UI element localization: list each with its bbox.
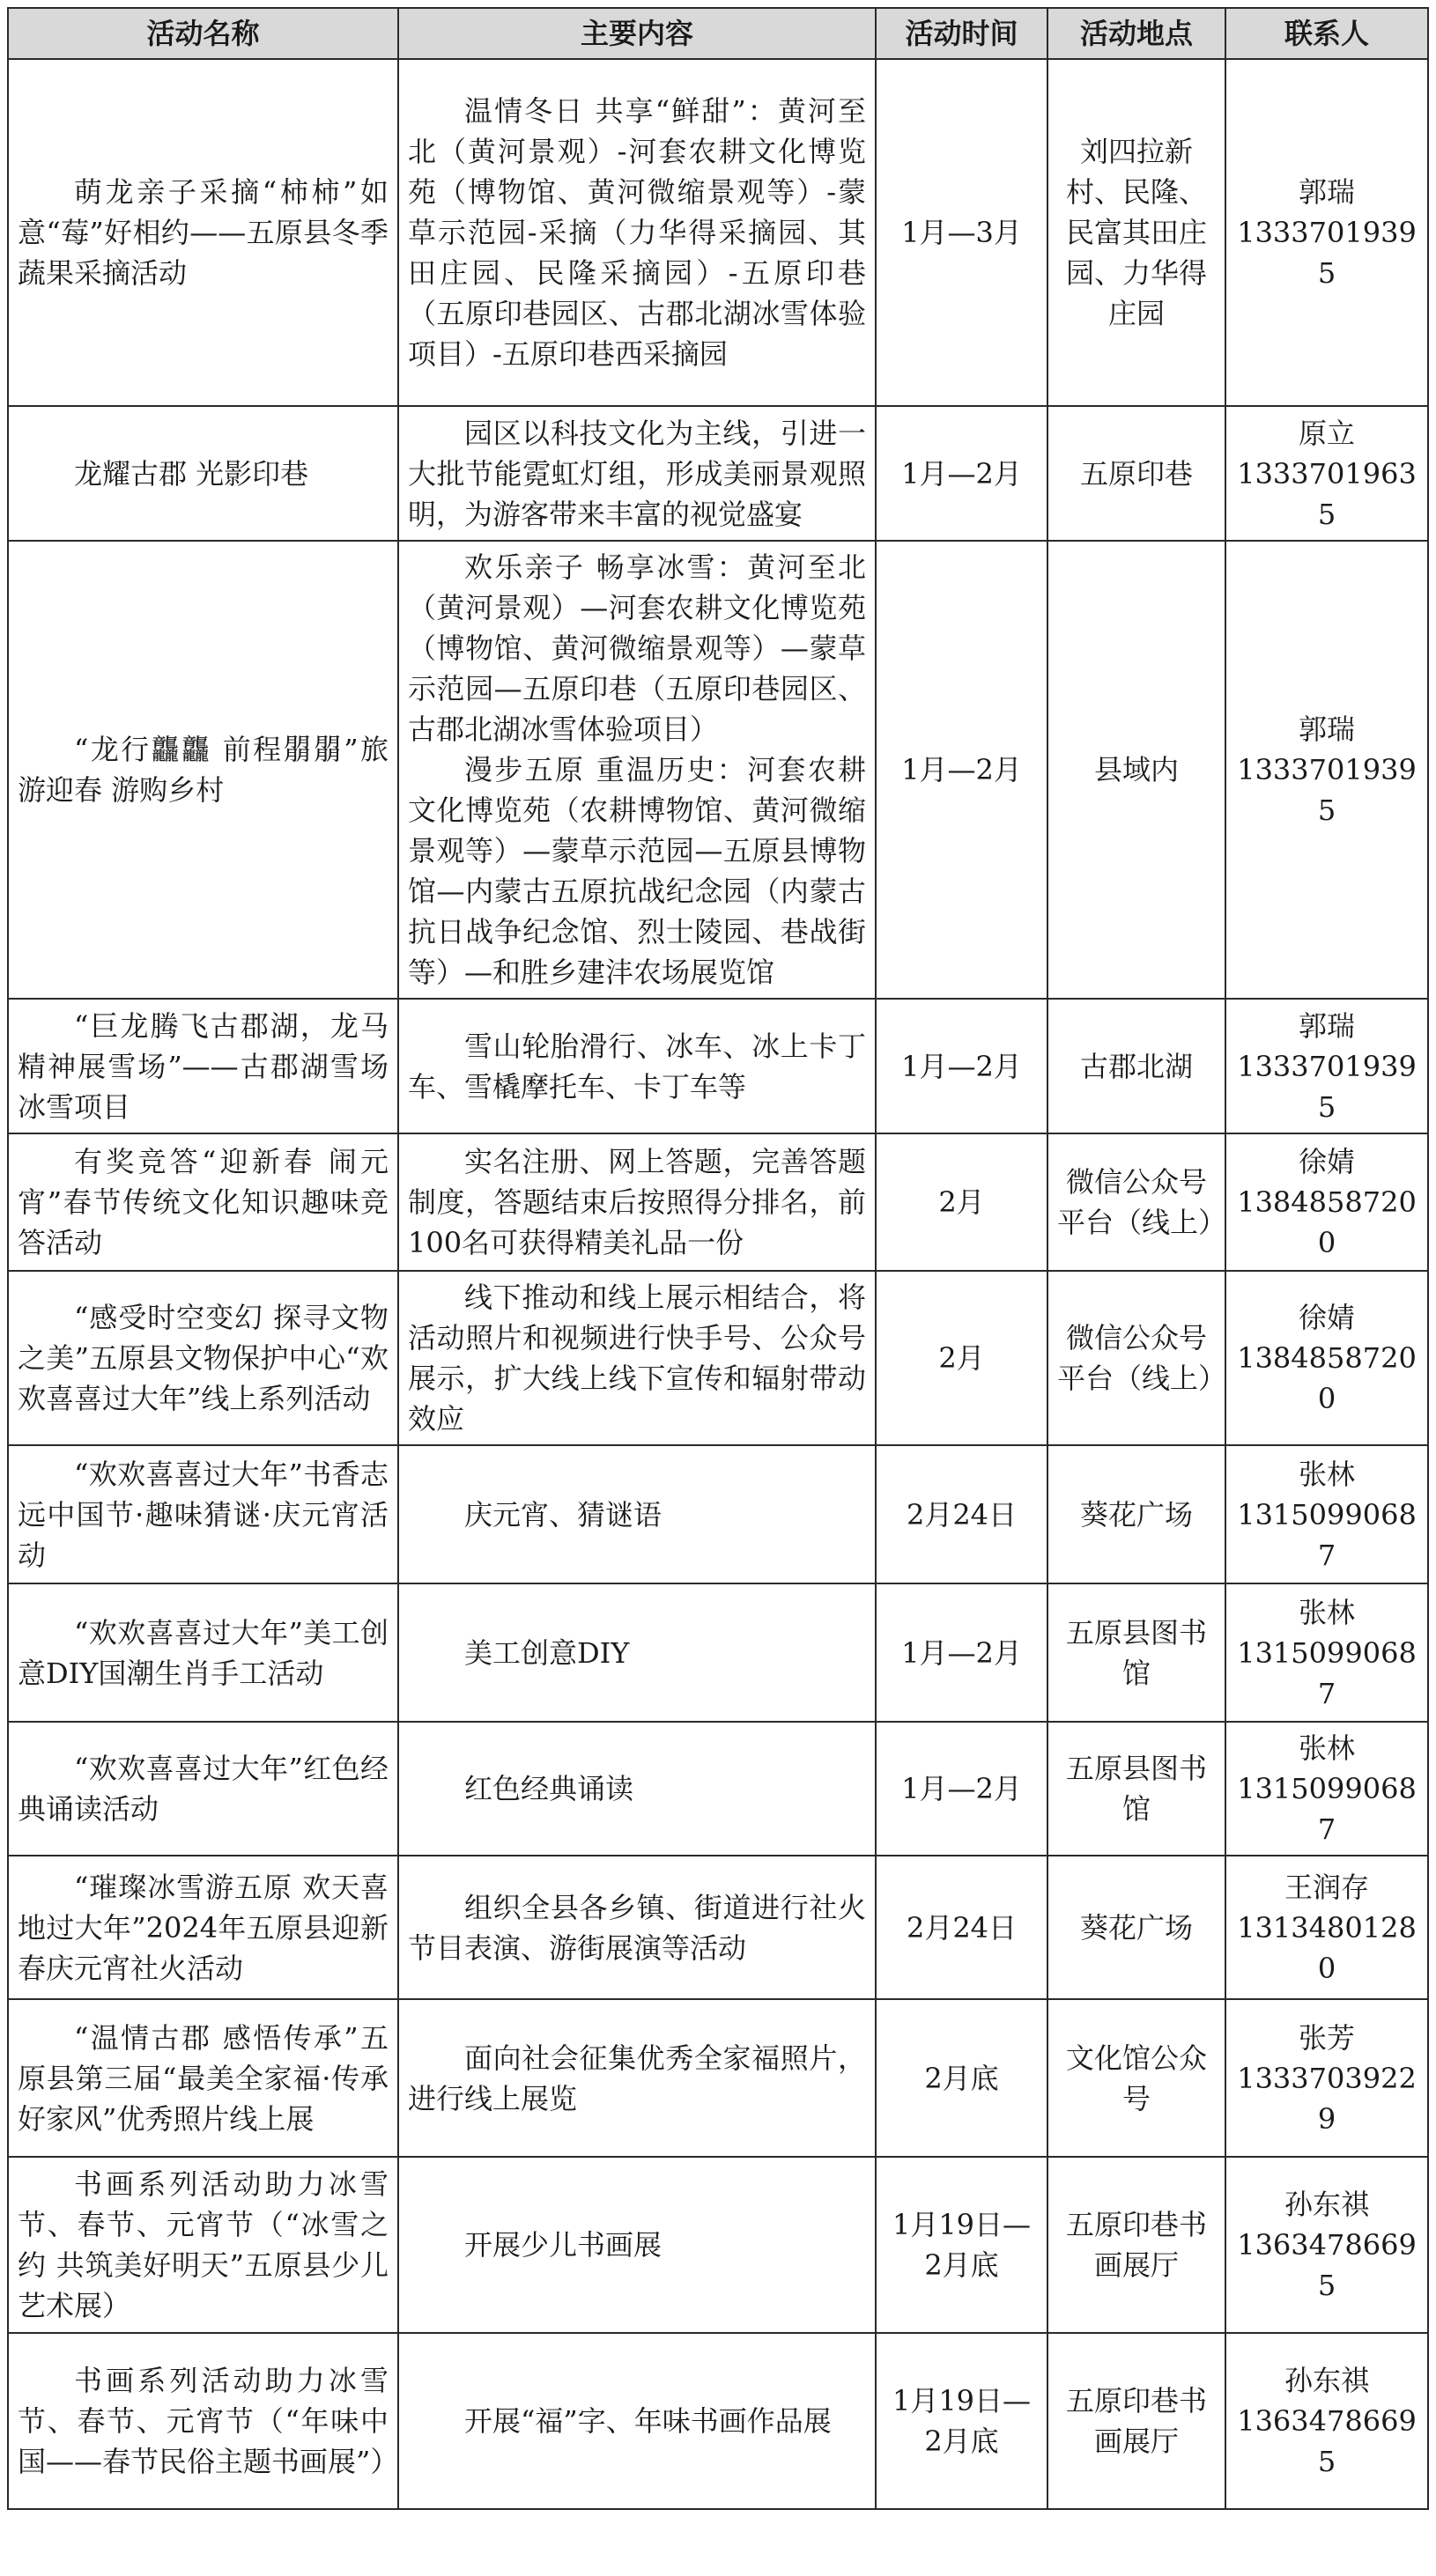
contact-phone: 13634786695	[1237, 2228, 1417, 2302]
contact-person-name: 孙东祺	[1284, 2364, 1369, 2397]
activity-name-cell	[8, 406, 398, 541]
activity-time: 1月—3月	[876, 59, 1047, 406]
activity-time: 1月—2月	[876, 406, 1047, 541]
activity-content-paragraph: 组织全县各乡镇、街道进行社火节目表演、游街展演等活动	[408, 1890, 866, 1965]
contact-person-name: 徐婧	[1298, 1301, 1355, 1334]
activity-content-paragraph: 园区以科技文化为主线，引进一大批节能霓虹灯组，形成美丽景观照明，为游客带来丰富的视觉盛宴	[408, 416, 866, 531]
header-activity-place: 活动地点	[1047, 8, 1225, 59]
contact-person-name: 原立	[1298, 416, 1355, 450]
activity-time: 2月24日	[876, 1445, 1047, 1583]
activity-time: 1月19日—2月底	[876, 2157, 1047, 2333]
activity-content-cell	[398, 1856, 876, 1999]
activity-content-paragraph: 漫步五原 重温历史：河套农耕文化博览苑（农耕博物馆、黄河微缩景观等）—蒙草示范园—五原县博物馆—内蒙古五原抗战纪念园（内蒙古抗日战争纪念馆、烈士陵园、巷战街等）—和胜乡建沣农场展览馆	[408, 753, 866, 989]
contact-cell	[1225, 999, 1428, 1133]
activity-content-paragraph: 庆元宵、猜谜语	[464, 1497, 662, 1532]
activity-time: 1月—2月	[876, 1722, 1047, 1856]
contact-cell	[1225, 1722, 1428, 1856]
activity-content-cell	[398, 2333, 876, 2509]
activity-name-cell	[8, 1856, 398, 1999]
activity-name: “巨龙腾飞古郡湖，龙马精神展雪场”——古郡湖雪场冰雪项目	[18, 1008, 389, 1124]
activity-place: 微信公众号平台（线上）	[1047, 1133, 1225, 1271]
activity-place: 县域内	[1047, 541, 1225, 999]
header-row	[8, 8, 1428, 59]
table-row	[8, 406, 1428, 541]
activity-content-cell	[398, 59, 876, 406]
contact-cell	[1225, 59, 1428, 406]
activity-name: “感受时空变幻 探寻文物之美”五原县文物保护中心“欢欢喜喜过大年”线上系列活动	[18, 1301, 389, 1415]
table-row	[8, 1133, 1428, 1271]
activity-name-cell	[8, 1271, 398, 1445]
activity-time: 1月—2月	[876, 1583, 1047, 1722]
activity-place: 文化馆公众号	[1047, 1999, 1225, 2157]
contact-phone: 13134801280	[1237, 1910, 1417, 1985]
activity-content-paragraph: 实名注册、网上答题，完善答题制度，答题结束后按照得分排名，前100名可获得精美礼品一份	[408, 1145, 866, 1259]
table-row	[8, 1856, 1428, 1999]
activity-content-cell	[398, 541, 876, 999]
activity-time: 1月—2月	[876, 541, 1047, 999]
activity-name-cell	[8, 2157, 398, 2333]
contact-person-name: 张林	[1298, 1457, 1355, 1491]
contact-cell	[1225, 1583, 1428, 1722]
contact-person-name: 孙东祺	[1284, 2188, 1369, 2221]
table-row	[8, 999, 1428, 1133]
activity-content-cell	[398, 1583, 876, 1722]
activity-content-paragraph: 温情冬日 共享“鲜甜”：黄河至北（黄河景观）-河套农耕文化博览苑（博物馆、黄河微缩景观等）-蒙草示范园-采摘（力华得采摘园、其田庄园、民隆采摘园）-五原印巷（五原印巷园区、古郡北湖冰雪体验项目）-五原印巷西采摘园	[408, 94, 866, 371]
contact-cell	[1225, 1856, 1428, 1999]
contact-cell	[1225, 541, 1428, 999]
activity-content-paragraph: 雪山轮胎滑行、冰车、冰上卡丁车、雪橇摩托车、卡丁车等	[408, 1029, 866, 1103]
contact-phone: 13848587200	[1237, 1341, 1417, 1415]
contact-phone: 13634786695	[1237, 2404, 1417, 2478]
activity-place: 葵花广场	[1047, 1445, 1225, 1583]
activity-content-cell	[398, 1999, 876, 2157]
contact-cell	[1225, 2333, 1428, 2509]
table-row	[8, 1999, 1428, 2157]
contact-person-name: 徐婧	[1298, 1145, 1355, 1178]
activity-name: 有奖竞答“迎新春 闹元宵”春节传统文化知识趣味竞答活动	[18, 1145, 389, 1259]
activity-content-paragraph: 面向社会征集优秀全家福照片，进行线上展览	[408, 2041, 866, 2115]
activity-name: 龙耀古郡 光影印巷	[74, 456, 309, 491]
activity-content-cell	[398, 1133, 876, 1271]
activity-name-cell	[8, 2333, 398, 2509]
contact-person-name: 张芳	[1298, 2020, 1355, 2055]
activity-table	[7, 7, 1429, 2510]
contact-cell	[1225, 406, 1428, 541]
activity-content-cell	[398, 999, 876, 1133]
header-activity-name: 活动名称	[8, 8, 398, 59]
activity-content-paragraph: 开展“福”字、年味书画作品展	[464, 2404, 832, 2438]
activity-name-cell	[8, 1999, 398, 2157]
activity-place: 五原县图书馆	[1047, 1722, 1225, 1856]
activity-time: 1月19日—2月底	[876, 2333, 1047, 2509]
contact-phone: 13150990687	[1237, 1772, 1417, 1846]
activity-content-paragraph: 线下推动和线上展示相结合，将活动照片和视频进行快手号、公众号展示，扩大线上线下宣传和辐射带动效应	[408, 1281, 866, 1436]
activity-name: “欢欢喜喜过大年”书香志远中国节·趣味猜谜·庆元宵活动	[18, 1457, 389, 1572]
contact-cell	[1225, 1999, 1428, 2157]
table-row	[8, 2333, 1428, 2509]
table-row	[8, 2157, 1428, 2333]
activity-content-paragraph: 欢乐亲子 畅享冰雪：黄河至北（黄河景观）—河套农耕文化博览苑（博物馆、黄河微缩景观等）—蒙草示范园—五原印巷（五原印巷园区、古郡北湖冰雪体验项目）	[408, 550, 866, 746]
activity-place: 刘四拉新村、民隆、民富其田庄园、力华得庄园	[1047, 59, 1225, 406]
contact-person-name: 郭瑞	[1298, 175, 1355, 209]
header-main-content: 主要内容	[398, 8, 876, 59]
table-row	[8, 1583, 1428, 1722]
activity-place: 葵花广场	[1047, 1856, 1225, 1999]
table-header	[8, 8, 1428, 59]
activity-name-cell	[8, 59, 398, 406]
activity-place: 微信公众号平台（线上）	[1047, 1271, 1225, 1445]
activity-time: 2月	[876, 1133, 1047, 1271]
activity-place: 五原县图书馆	[1047, 1583, 1225, 1722]
activity-time: 1月—2月	[876, 999, 1047, 1133]
activity-name-cell	[8, 541, 398, 999]
activity-place: 五原印巷	[1047, 406, 1225, 541]
activity-content-paragraph: 红色经典诵读	[464, 1772, 634, 1805]
contact-person-name: 郭瑞	[1298, 1008, 1355, 1043]
activity-name-cell	[8, 1133, 398, 1271]
activity-content-paragraph: 美工创意DIY	[464, 1635, 630, 1670]
activity-content-cell	[398, 406, 876, 541]
contact-cell	[1225, 2157, 1428, 2333]
header-activity-time: 活动时间	[876, 8, 1047, 59]
table-body	[8, 59, 1428, 2509]
activity-name: “温情古郡 感悟传承”五原县第三届“最美全家福·传承好家风”优秀照片线上展	[18, 2020, 389, 2136]
activity-name-cell	[8, 1445, 398, 1583]
contact-cell	[1225, 1133, 1428, 1271]
activity-time: 2月	[876, 1271, 1047, 1445]
table-row	[8, 541, 1428, 999]
activity-name: 萌龙亲子采摘“柿柿”如意“莓”好相约——五原县冬季蔬果采摘活动	[18, 175, 389, 290]
contact-person-name: 郭瑞	[1298, 712, 1355, 746]
table-row	[8, 1722, 1428, 1856]
activity-time: 2月24日	[876, 1856, 1047, 1999]
activity-content-cell	[398, 2157, 876, 2333]
activity-content-cell	[398, 1271, 876, 1445]
table-row	[8, 1271, 1428, 1445]
activity-name-cell	[8, 1722, 398, 1856]
activity-content-cell	[398, 1445, 876, 1583]
table-row	[8, 1445, 1428, 1583]
activity-name-cell	[8, 999, 398, 1133]
activity-name: 书画系列活动助力冰雪节、春节、元宵节（“年味中国——春节民俗主题书画展”）	[18, 2364, 399, 2478]
contact-person-name: 王润存	[1284, 1870, 1369, 1904]
contact-cell	[1225, 1271, 1428, 1445]
contact-phone: 13337019395	[1237, 753, 1417, 827]
activity-name: “欢欢喜喜过大年”美工创意DIY国潮生肖手工活动	[18, 1615, 389, 1690]
activity-name: “龙行龘龘 前程朤朤”旅游迎春 游购乡村	[18, 733, 389, 807]
contact-phone: 13150990687	[1237, 1635, 1417, 1710]
contact-phone: 13337039229	[1237, 2061, 1417, 2136]
contact-person-name: 张林	[1298, 1731, 1355, 1765]
activity-content-cell	[398, 1722, 876, 1856]
contact-phone: 13150990687	[1237, 1497, 1417, 1572]
contact-phone: 13337019395	[1237, 216, 1417, 290]
activity-place: 五原印巷书画展厅	[1047, 2157, 1225, 2333]
activity-name: “璀璨冰雪游五原 欢天喜地过大年”2024年五原县迎新春庆元宵社火活动	[18, 1870, 389, 1985]
activity-place: 五原印巷书画展厅	[1047, 2333, 1225, 2509]
activity-time: 2月底	[876, 1999, 1047, 2157]
activity-name: 书画系列活动助力冰雪节、春节、元宵节（“冰雪之约 共筑美好明天”五原县少儿艺术展）	[18, 2167, 389, 2322]
activity-name-cell	[8, 1583, 398, 1722]
contact-phone: 13848587200	[1237, 1185, 1417, 1259]
contact-person-name: 张林	[1298, 1595, 1355, 1629]
contact-phone: 13337019635	[1237, 456, 1417, 531]
header-contact-person: 联系人	[1225, 8, 1428, 59]
table-row	[8, 59, 1428, 406]
activity-place: 古郡北湖	[1047, 999, 1225, 1133]
contact-phone: 13337019395	[1237, 1049, 1417, 1124]
contact-cell	[1225, 1445, 1428, 1583]
activity-content-paragraph: 开展少儿书画展	[464, 2228, 662, 2262]
activity-name: “欢欢喜喜过大年”红色经典诵读活动	[18, 1752, 389, 1826]
